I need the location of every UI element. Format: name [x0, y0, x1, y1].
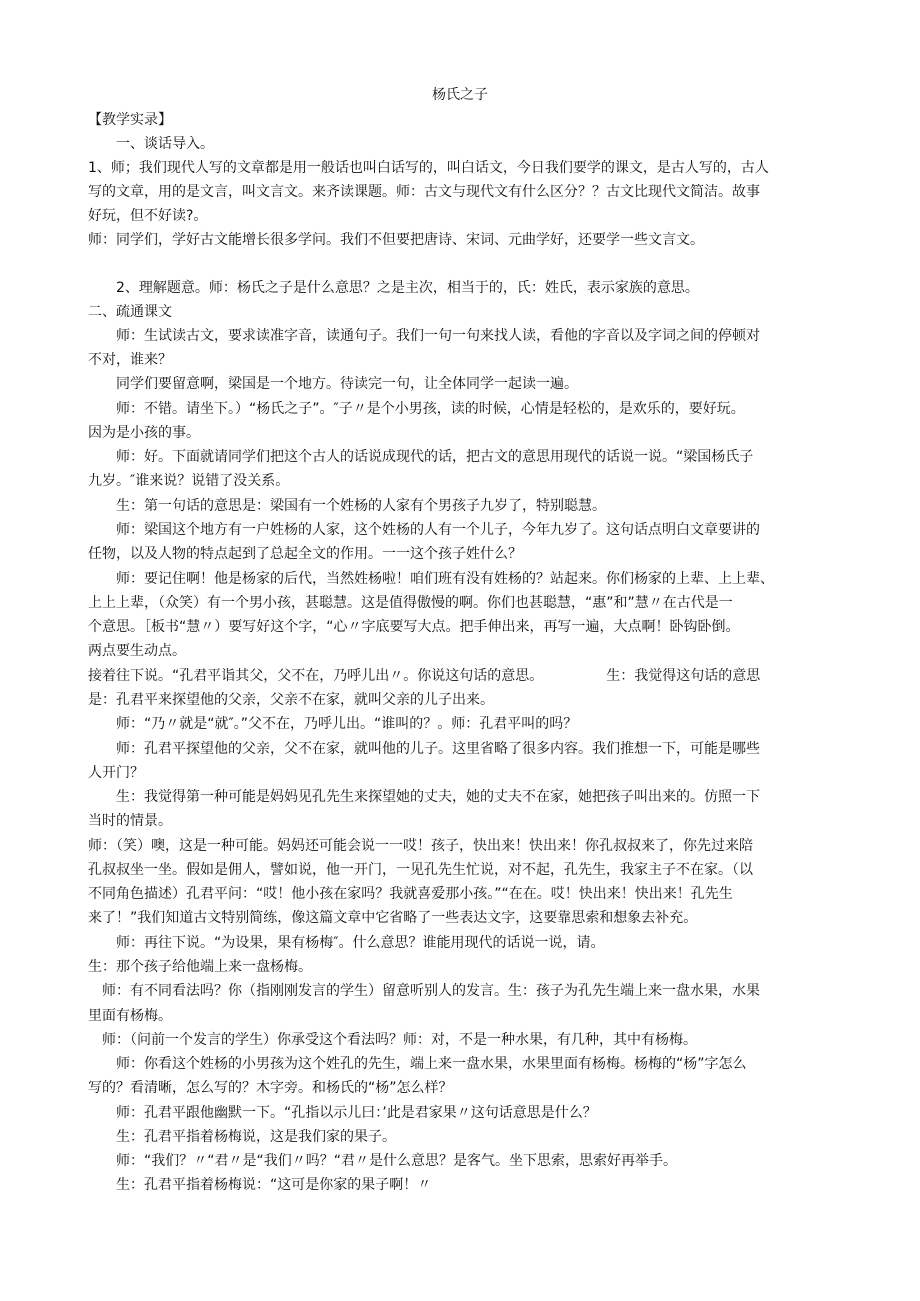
- text-line: 师：“乃〃就是“就″。”父不在，乃呼儿出。“谁叫的？。师：孔君平叫的吗？: [88, 716, 578, 732]
- text-line: 师：你看这个姓杨的小男孩为这个姓孔的先生，端上来一盘水果，水果里面有杨梅。杨梅的“杨”字怎么: [88, 1056, 747, 1072]
- text-line: 师：再往下说。“为设果，果有杨梅″。什么意思？谁能用现代的话说一说，请。: [88, 935, 605, 951]
- doc-title: 杨氏之子: [432, 87, 488, 103]
- text-line: 因为是小孩的事。: [88, 425, 200, 441]
- text-line: 两点要生动点。: [88, 643, 186, 659]
- text-line: 师：有不同看法吗？你（指刚刚发言的学生）留意听别人的发言。生：孩子为孔先生端上来一盘水果，水果: [88, 983, 760, 999]
- text-line: 师：孔君平跟他幽默一下。“孔指以示儿曰：’此是君家果〃这句话意思是什么？: [88, 1105, 597, 1121]
- text-line: 二、疏通课文: [88, 304, 172, 320]
- text-line: 师：同学们，学好古文能增长很多学问。我们不但要把唐诗、宋词、元曲学好，还要学一些文言文。: [88, 232, 704, 248]
- text-line: 师：好。下面就请同学们把这个古人的话说成现代的话，把古文的意思用现代的话说一说。“梁国杨氏子: [88, 449, 754, 465]
- text-line: 不对，谁来？: [88, 352, 172, 368]
- text-line: 2、理解题意。师：杨氏之子是什么意思？之是主次，相当于的，氏：姓氏，表示家族的意思。: [88, 280, 699, 296]
- text-line: 接着往下说。“孔君平诣其父，父不在，乃呼儿出〃。你说这句话的意思。 生：我觉得这句话的意思: [88, 668, 761, 684]
- text-line: 师：“我们？〃“君〃是“我们〃吗？“君〃是什么意思？是客气。坐下思索，思索好再举手。: [88, 1153, 678, 1169]
- text-line: 一、谈话导入。: [88, 136, 214, 152]
- text-line: 师：（笑）噢，这是一种可能。妈妈还可能会说一一哎！孩子，快出来！快出来！你孔叔叔来了，你先过来陪: [88, 838, 753, 854]
- text-line: 师：要记住啊！他是杨家的后代，当然姓杨啦！咱们班有没有姓杨的？站起来。你们杨家的上辈、上上辈、: [88, 571, 774, 587]
- text-line: 是：孔君平来探望他的父亲，父亲不在家，就叫父亲的儿子出来。: [88, 692, 494, 708]
- text-line: 人开门？: [88, 765, 144, 781]
- text-line: 师：梁国这个地方有一户姓杨的人家，这个姓杨的人有一个儿子，今年九岁了。这句话点明白文章要讲的: [88, 522, 760, 538]
- text-line: 师：不错。请坐下。）“杨氏之子”。″子〃是个小男孩，读的时候，心情是轻松的，是欢乐的，要好玩。: [88, 401, 745, 417]
- text-line: 来了！”我们知道古文特别简练，像这篇文章中它省略了一些表达文字，这要靠思索和想象去补充。: [88, 910, 698, 926]
- text-line: 任物，以及人物的特点起到了总起全文的作用。一一这个孩子姓什么？: [88, 546, 522, 562]
- text-line: 里面有杨梅。: [88, 1008, 172, 1024]
- text-line: 生：第一句话的意思是：梁国有一个姓杨的人家有个男孩子九岁了，特别聪慧。: [88, 498, 606, 514]
- text-line: 生：我觉得第一种可能是妈妈见孔先生来探望她的丈夫，她的丈夫不在家，她把孩子叫出来的。仿照一下: [88, 789, 760, 805]
- text-line: 师：生试读古文，要求读准字音，读通句子。我们一句一句来找人读，看他的字音以及字词之间的停顿对: [88, 328, 760, 344]
- text-line: 上上上辈，（众笑）有一个男小孩，甚聪慧。这是值得傲慢的啊。你们也甚聪慧，“惠”和”慧〃在古代是一: [88, 595, 733, 611]
- text-line: 同学们要留意啊，梁国是一个地方。待读完一句，让全体同学一起读一遍。: [88, 376, 578, 392]
- text-line: 1、师；我们现代人写的文章都是用一般话也叫白话写的，叫白话文，今日我们要学的课文，是古人写的，古人: [88, 160, 769, 176]
- text-line: 生：孔君平指着杨梅说，这是我们家的果子。: [88, 1129, 396, 1145]
- text-line: 好玩，但不好读?。: [88, 208, 208, 224]
- text-line: 当时的情景。: [88, 813, 172, 829]
- text-line: 师：（问前一个发言的学生）你承受这个看法吗？师：对，不是一种水果，有几种，其中有杨梅。: [88, 1032, 697, 1048]
- text-line: 生：那个孩子给他端上来一盘杨梅。: [88, 959, 312, 975]
- text-line: 个意思。［板书“慧〃）要写好这个字，“心〃字底要写大点。把手伸出来，再写一遍，大点啊！卧钩卧倒。: [88, 619, 740, 635]
- text-line: 写的？看清晰，怎么写的？木字旁。和杨氏的“杨”怎么样？: [88, 1080, 453, 1096]
- text-line: 孔叔叔坐一坐。假如是佣人，譬如说，他一开门，一见孔先生忙说，对不起，孔先生，我家主子不在家。（以: [88, 862, 753, 878]
- text-line: 九岁。″谁来说？说错了没关系。: [88, 473, 290, 489]
- text-line: 不同角色描述）孔君平问：“哎！他小孩在家吗？我就喜爱那小孩。”“在在。哎！快出来！快出来！孔先生: [88, 886, 733, 902]
- text-line: 写的文章，用的是文言，叫文言文。来齐读课题。师：古文与现代文有什么区分？？古文比现代文简洁。故事: [88, 184, 760, 200]
- text-line: 师：孔君平探望他的父亲，父不在家，就叫他的儿子。这里省略了很多内容。我们推想一下，可能是哪些: [88, 741, 760, 757]
- text-line: 【教学实录】: [88, 112, 172, 128]
- text-line: 生：孔君平指着杨梅说：“这可是你家的果子啊！〃: [88, 1177, 432, 1193]
